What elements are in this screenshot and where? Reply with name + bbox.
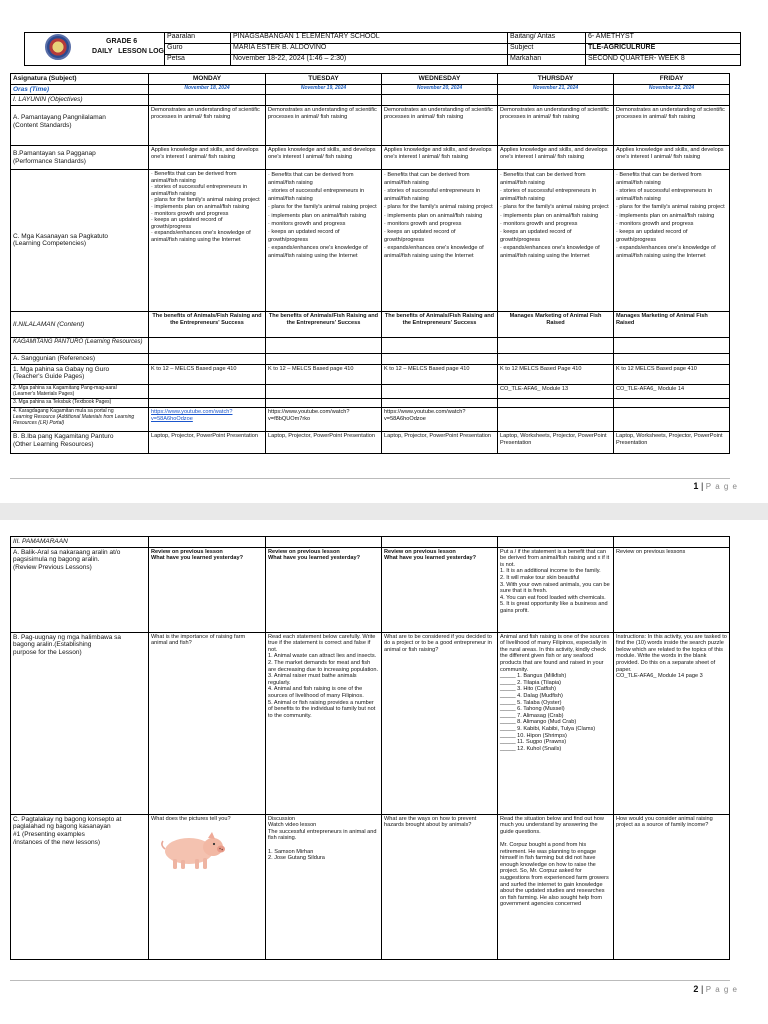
- content-friday: Manages Marketing of Animal Fish Raised: [614, 311, 730, 337]
- competencies-label: C. Mga Kasanayan sa Pagkatuto (Learning Competencies): [11, 169, 149, 311]
- content-standards-tuesday: Demonstrates an understanding of scientific processes in animal/ fish raising: [266, 105, 382, 145]
- school-label: Paaralan: [165, 33, 231, 44]
- lm-pages-friday: CO_TLE-AFA6_ Module 14: [614, 384, 730, 399]
- references-label: A. Sanggunian (References): [11, 353, 149, 364]
- page-word: P a g e: [705, 482, 738, 491]
- content-standards-friday: Demonstrates an understanding of scientific processes in animal/ fish raising: [614, 105, 730, 145]
- review-thursday: Put a / if the statement is a benefit that can be derived from animal/fish raising and x if it is not. 1. It is an additional income to the family. 2. It will make tour skin beautiful 3. With your own raised animals, you can be sure that it is fresh. 4. You can eat food loaded with chemicals. 5. It is great opportunity like a business and gains profit.: [498, 547, 614, 632]
- other-resources-friday: Laptop, Worksheets, Projector, PowerPoint Presentation: [614, 432, 730, 454]
- grade-label: GRADE 6: [106, 37, 138, 45]
- examples-wednesday: What are the ways on how to prevent hazards brought about by animals?: [382, 814, 498, 959]
- content-tuesday: The benefits of Animals/Fish Raising and the Entrepreneurs' Success: [266, 311, 382, 337]
- tg-pages-wednesday: K to 12 – MELCS Based page 410: [382, 364, 498, 384]
- page-number-value: 1: [693, 481, 699, 491]
- quarter-value: SECOND QUARTER- WEEK 8: [586, 55, 741, 66]
- content-wednesday: The benefits of Animals/Fish Raising and the Entrepreneurs' Success: [382, 311, 498, 337]
- performance-standards-tuesday: Applies knowledge and skills, and develops one's interest I animal/ fish raising: [266, 145, 382, 169]
- day-monday: MONDAY: [149, 74, 266, 85]
- competencies-monday: · Benefits that can be derived from animal/fish raising · stories of successful entrepreneurs in animal/fish raising · plans for the family's animal raising project · implements plan on animal/fish raising · monitors growth and progress · keeps an updated record of growth/progress · expands/enhances one's knowledge of animal/fish raising using the Internet: [149, 169, 266, 311]
- performance-standards-friday: Applies knowledge and skills, and develops one's interest I animal/ fish raising: [614, 145, 730, 169]
- teacher-value: MARIA ESTER B. ALDOVINO: [231, 44, 508, 55]
- header-table: [24, 32, 741, 66]
- date-friday: November 22, 2024: [614, 84, 730, 95]
- purpose-wednesday: What are to be considered if you decided to do a project or to be a good entrepreneur in animal or fish raising?: [382, 632, 498, 814]
- grade-level-label: Baitang/ Antas: [508, 33, 586, 44]
- examples-monday: [149, 814, 266, 959]
- date-value: November 18-22, 2024 (1:46 – 2:30): [231, 55, 508, 66]
- lesson-plan-table: [10, 73, 730, 454]
- purpose-label: B. Pag-uugnay ng mga halimbawa sa bagong aralin.(Establishing purpose for the Lesson): [11, 632, 149, 814]
- performance-standards-monday: Applies knowledge and skills, and develops one's interest I animal/ fish raising: [149, 145, 266, 169]
- competencies-tuesday: · Benefits that can be derived from animal/fish raising · stories of successful entrepreneurs in animal/fish raising · plans for the family's animal raising project · implements plan on animal/fish raising · monitors growth and progress · keeps an updated record of growth/progress · expands/enhances one's knowledge of animal/fish raising using the Internet: [266, 169, 382, 311]
- performance-standards-label: B.Pamantayan sa Pagganap (Performance Standards): [11, 145, 149, 169]
- date-monday: November 18, 2024: [149, 84, 266, 95]
- other-resources-tuesday: Laptop, Projector, PowerPoint Presentation: [266, 432, 382, 454]
- review-tuesday: Review on previous lesson What have you learned yesterday?: [266, 547, 382, 632]
- review-friday: Review on previous lessons: [614, 547, 730, 632]
- textbook-pages-label: 3. Mga pahina sa Teksbuk (Textbook Pages): [11, 399, 149, 408]
- tg-pages-label: 1. Mga pahina sa Gabay ng Guro (Teacher's Guide Pages): [11, 364, 149, 384]
- other-resources-monday: Laptop, Projector, PowerPoint Presentation: [149, 432, 266, 454]
- content-standards-label: A. Pamantayang Pangnilalaman (Content Standards): [11, 105, 149, 145]
- content-standards-wednesday: Demonstrates an understanding of scientific processes in animal/ fish raising: [382, 105, 498, 145]
- lm-pages-label: 2. Mga pahina sa Kagamitang Pang-mag-aaral (Learner's Materials Pages): [11, 384, 149, 399]
- review-wednesday: Review on previous lesson What have you learned yesterday?: [382, 547, 498, 632]
- subject-value: TLE-AGRICULRURE: [586, 44, 741, 55]
- lr-link-wednesday: https://www.youtube.com/watch?v=58A6hoOdzoe: [382, 408, 498, 432]
- other-resources-label: B. B.Iba pang Kagamitang Panturo (Other Learning Resources): [11, 432, 149, 454]
- resources-label: KAGAMITANG PANTURO (Learning Resources): [11, 337, 149, 353]
- lr-portal-label-line1: 4. Karagdagang Kagamitan mula sa portal ng: [13, 408, 114, 415]
- content-label: II.NILALAMAN (Content): [11, 311, 149, 337]
- page-number-1: 1 | P a g e: [693, 481, 738, 491]
- tg-pages-thursday: K to 12 MELCS Based Page 410: [498, 364, 614, 384]
- lr-portal-label: [11, 408, 149, 432]
- purpose-thursday: Animal and fish raising is one of the sources of livelihood of many Filipinos, especially in the rural areas. In this activity, kindly check the different given fish or any seafood products that are found and raised in your community. _____ 1. Bangus (Milkfish) _____ 2. Tilapia (Tilapia) _____ 3. Hito (Catfish) _____ 4. Dalag (Mudfish) _____ 5. Talaba (Oyster) _____ 6. Tahong (Mussel) _____ 7. Alimasag (Crab) _____ 8. Alimango (Mud Crab) _____ 9. Kabibi, Kabibi, Tulya (Clams) _____ 10. Hipon (Shrimps) _____ 11. Sugpo (Prawns) _____ 12. Kuhol (Snails): [498, 632, 614, 814]
- date-tuesday: November 19, 2024: [266, 84, 382, 95]
- lr-portal-label-line2: Learning Resource (Additional Materials from Learning Resources (LR) Portal): [13, 414, 135, 427]
- competencies-thursday: · Benefits that can be derived from animal/fish raising · stories of successful entrepreneurs in animal/fish raising · plans for the family's animal raising project · implements plan on animal/fish raising · monitors growth and progress · keeps an updated record of growth/progress · expands/enhances one's knowledge of animal/fish raising using the Internet: [498, 169, 614, 311]
- performance-standards-thursday: Applies knowledge and skills, and develops one's interest I animal/ fish raising: [498, 145, 614, 169]
- tg-pages-monday: K to 12 – MELCS Based page 410: [149, 364, 266, 384]
- grade-level-value: 6- AMETHYST: [586, 33, 741, 44]
- review-monday: Review on previous lesson What have you learned yesterday?: [149, 547, 266, 632]
- page-number-2: 2 | P a g e: [693, 984, 738, 994]
- purpose-tuesday: Read each statement below carefully. Write true if the statement is correct and false if not. 1. Animal waste can attract lies and insects. 2. The market demands for meat and fish are decreasing due to increasing population. 3. Animal raiser must bathe animals regularly. 4. Animal and fish raising is one of the sources of livelihood of many Filipinos. 5. Animal or fish raising provides a number of benefits to the individual to family but not to the community.: [266, 632, 382, 814]
- day-thursday: THURSDAY: [498, 74, 614, 85]
- footer-rule: [10, 478, 730, 479]
- log-title: DAILY LESSON LOG: [92, 48, 164, 55]
- objectives-label: I. LAYUNIN (Objectives): [11, 95, 149, 106]
- content-standards-monday: Demonstrates an understanding of scientific processes in animal/ fish raising: [149, 105, 266, 145]
- examples-monday-text: What does the pictures tell you?: [151, 815, 231, 822]
- examples-thursday: Read the situation below and find out how much you understand by answering the guide questions. Mr. Corpuz bought a pond from his retirement. He was planning to engage himself in fish farming but did not have enough knowledge on how to raise the project. So, Mr. Corpuz asked for suggestions from experienced farm growers and surfed the internet to gain knowledge about the updated studies and researches on fish farming. He also sought help from government agencies concerned: [498, 814, 614, 959]
- page-1: [0, 0, 768, 503]
- examples-friday: How would you consider animal raising project as a source of family income?: [614, 814, 730, 959]
- other-resources-wednesday: Laptop, Projector, PowerPoint Presentation: [382, 432, 498, 454]
- day-tuesday: TUESDAY: [266, 74, 382, 85]
- tg-pages-tuesday: K to 12 – MELCS Based page 410: [266, 364, 382, 384]
- quarter-label: Markahan: [508, 55, 586, 66]
- deped-seal-icon: [45, 34, 71, 60]
- content-monday: The benefits of Animals/Fish Raising and the Entrepreneurs' Success: [149, 311, 266, 337]
- competencies-friday: · Benefits that can be derived from animal/fish raising · stories of successful entrepreneurs in animal/fish raising · plans for the family's animal raising project · implements plan on animal/fish raising · monitors growth and progress · keeps an updated record of growth/progress · expands/enhances one's knowledge of animal/fish raising using the Internet: [614, 169, 730, 311]
- page-word-2: P a g e: [705, 985, 738, 994]
- date-thursday: November 21, 2024: [498, 84, 614, 95]
- examples-tuesday: Discussion Watch video lesson The successful entrepreneurs in animal and fish raising. 1. Samson Mirhan 2. Jose Gutang Sildura: [266, 814, 382, 959]
- date-label: Petsa: [165, 55, 231, 66]
- time-row-label: Oras (Time): [11, 84, 149, 95]
- review-label: A. Balik-Aral sa nakaraang aralin at/o pagsisimula ng bagong aralin. (Review Previous Lessons): [11, 547, 149, 632]
- page-number-value-2: 2: [693, 984, 699, 994]
- competencies-wednesday: · Benefits that can be derived from animal/fish raising · stories of successful entrepreneurs in animal/fish raising · plans for the family's animal raising project · implements plan on animal/fish raising · monitors growth and progress · keeps an updated record of growth/progress · expands/enhances one's knowledge of animal/fish raising using the Internet: [382, 169, 498, 311]
- school-value: PINAGSABANGAN 1 ELEMENTARY SCHOOL: [231, 33, 508, 44]
- content-thursday: Manages Marketing of Animal Fish Raised: [498, 311, 614, 337]
- day-friday: FRIDAY: [614, 74, 730, 85]
- purpose-friday: Instructions: In this activity, you are tasked to find the (10) words inside the search puzzle below which are related to the topics of this module. Write the words in the blank provided. Do this on a separate sheet of paper. CO_TLE-AFA6_ Module 14 page 3: [614, 632, 730, 814]
- other-resources-thursday: Laptop, Worksheets, Projector, PowerPoint Presentation: [498, 432, 614, 454]
- tg-pages-friday: K to 12 MELCS Based page 410: [614, 364, 730, 384]
- purpose-monday: What is the importance of raising farm animal and fish?: [149, 632, 266, 814]
- pig-image: [151, 825, 231, 875]
- date-wednesday: November 20, 2024: [382, 84, 498, 95]
- lm-pages-thursday: CO_TLE-AFA6_ Module 13: [498, 384, 614, 399]
- procedure-table: [10, 536, 730, 960]
- performance-standards-wednesday: Applies knowledge and skills, and develops one's interest I animal/ fish raising: [382, 145, 498, 169]
- page-2: [0, 520, 768, 1024]
- examples-label: C. Pagtalakay ng bagong konsepto at paglalahad ng bagong kasanayan #1 (Presenting examples /instances of the new lessons): [11, 814, 149, 959]
- day-wednesday: WEDNESDAY: [382, 74, 498, 85]
- procedure-label: III. PAMAMARAAN: [11, 537, 149, 548]
- footer-rule-2: [10, 980, 730, 981]
- subject-label: Subject: [508, 44, 586, 55]
- lr-link-monday[interactable]: https://www.youtube.com/watch?v=58A6hoOdzoe: [149, 408, 266, 432]
- lr-link-tuesday: https://www.youtube.com/watch?v=f8bQUOm7rko: [266, 408, 382, 432]
- subject-row-label: Asignatura (Subject): [11, 74, 149, 85]
- content-standards-thursday: Demonstrates an understanding of scientific processes in animal/ fish raising: [498, 105, 614, 145]
- teacher-label: Guro: [165, 44, 231, 55]
